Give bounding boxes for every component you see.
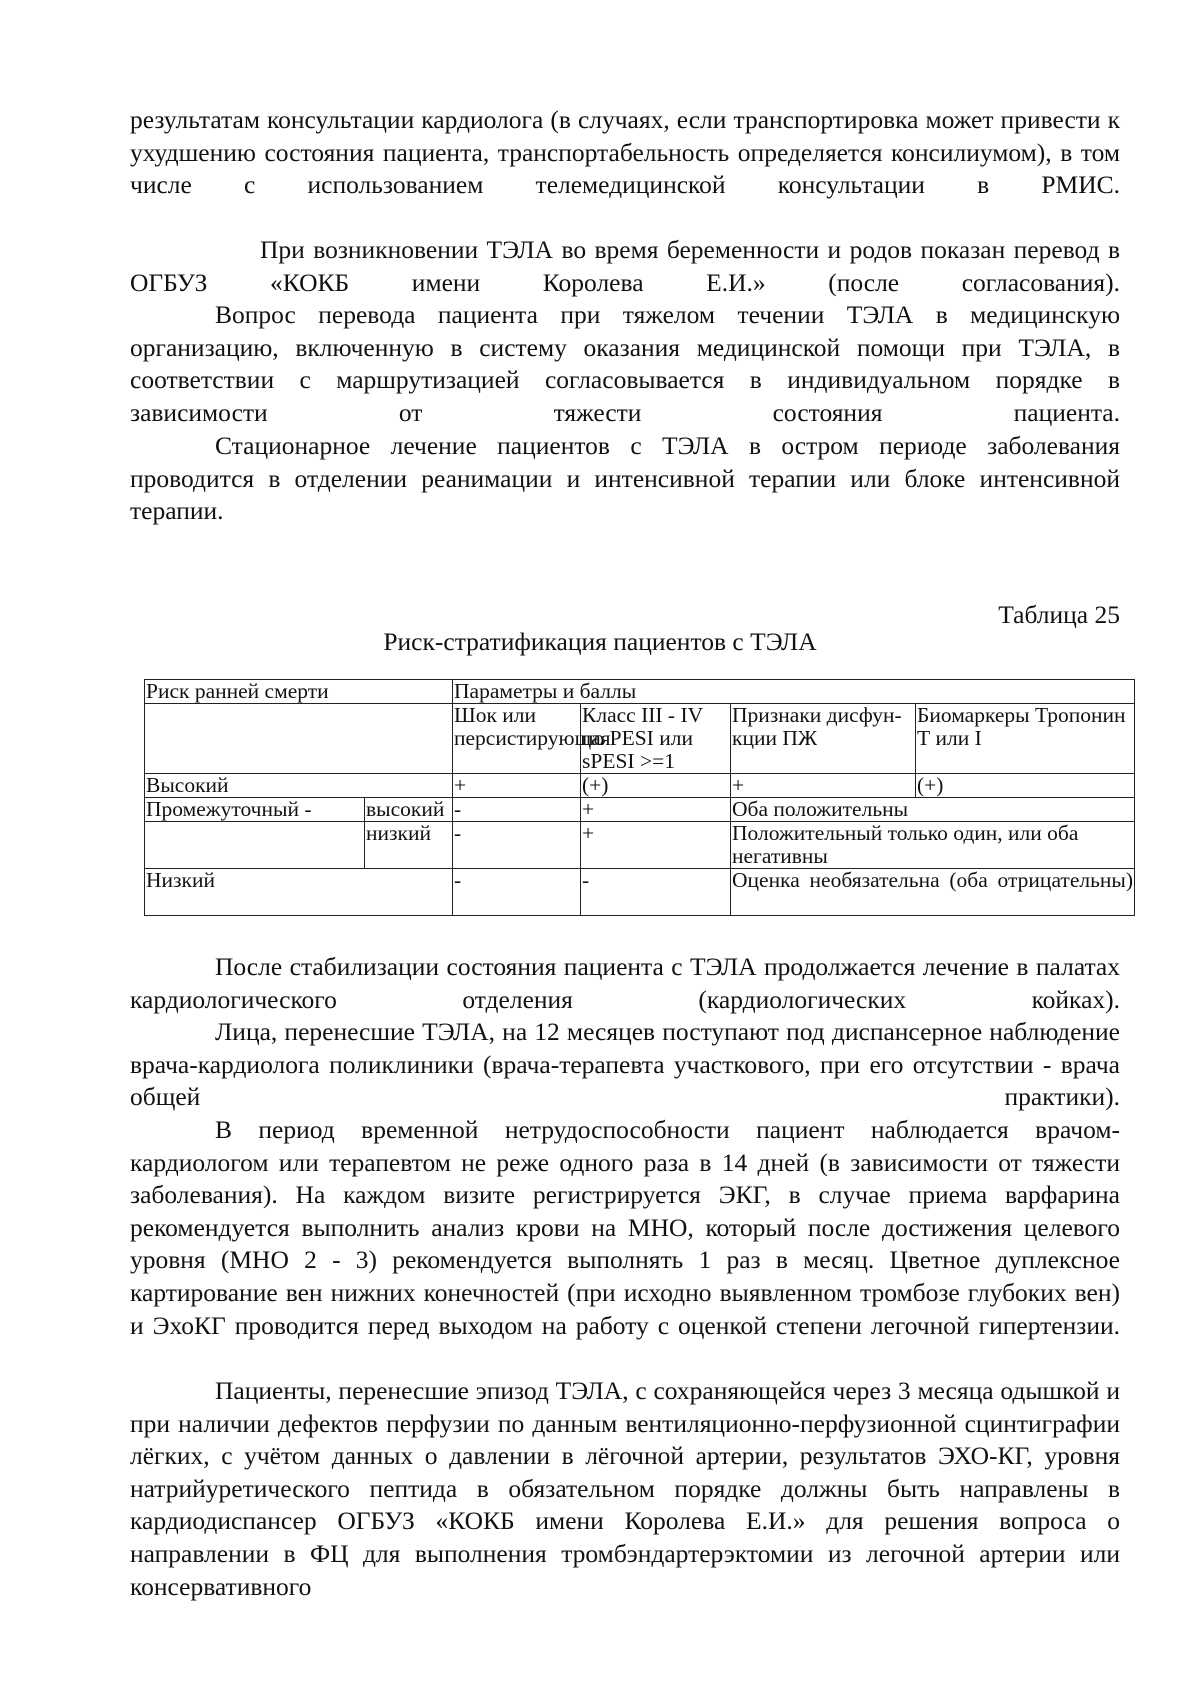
risk-label-intermediate: Промежуточный - bbox=[145, 798, 365, 822]
paragraph-stabilization: После стабилизации состояния пациента с ТЭЛА продолжается лечение в палатах кардиологического отделения (кардиологических койках). bbox=[130, 952, 1120, 1014]
table-cell: - bbox=[453, 822, 581, 869]
table-cell: + bbox=[453, 774, 581, 798]
table-cell: + bbox=[581, 798, 731, 822]
table-cell: - bbox=[453, 798, 581, 822]
table-row bbox=[145, 774, 1135, 798]
paragraph-consultation: результатам консультации кардиолога (в случаях, если транспортировка может привести к ухудшению состояния пациента, транспортабельность определяется консилиумом), в том числе с использованием телемедицинской консультации в РМИС. bbox=[130, 105, 1120, 200]
paragraph-transfer: Вопрос перевода пациента при тяжелом течении ТЭЛА в медицинскую организацию, включенную в систему оказания медицинской помощи при ТЭЛА, в соответствии с маршрутизацией согласовывается в индивидуальном порядке в зависимости от тяжести состояния пациента. bbox=[130, 300, 1120, 427]
table-cell: - bbox=[453, 869, 581, 916]
paragraph-dispensary: Лица, перенесшие ТЭЛА, на 12 месяцев поступают под диспансерное наблюдение врача-кардиолога поликлиники (врача-терапевта участкового, при его отсутствии - врача общей практики). bbox=[130, 1017, 1120, 1112]
table-cell: Положительный только один, или оба негативны bbox=[731, 822, 1135, 869]
table-cell bbox=[145, 822, 365, 869]
header-biomarkers: Биомаркеры Тропонин Т или I bbox=[916, 704, 1135, 774]
risk-stratification-table bbox=[144, 679, 1135, 916]
header-class: Класс III - IV по PESI или sPESI >=1 bbox=[581, 704, 731, 774]
header-signs: Признаки дисфун-кции ПЖ bbox=[731, 704, 916, 774]
table-cell: - bbox=[581, 869, 731, 916]
paragraph-disability: В период временной нетрудоспособности пациент наблюдается врачом-кардиологом или терапевтом не реже одного раза в 14 дней (в зависимости от тяжести заболевания). На каждом визите регистрируется ЭКГ, в случае приема варфарина рекомендуется выполнить анализ крови на МНО, который после достижения целевого уровня (МНО 2 - 3) рекомендуется выполнять 1 раз в месяц. Цветное дуплексное картирование вен нижних конечностей (при исходно выявленном тромбозе глубоких вен) и ЭхоКГ проводится перед выходом на работу с оценкой степени легочной гипертензии. bbox=[130, 1115, 1120, 1340]
table-row bbox=[145, 680, 1135, 704]
table-cell: + bbox=[731, 774, 916, 798]
risk-label-low: Низкий bbox=[145, 869, 453, 916]
table-title: Риск-стратификация пациентов с ТЭЛА bbox=[383, 627, 817, 656]
header-risk: Риск ранней смерти bbox=[145, 680, 453, 704]
table-row bbox=[145, 798, 1135, 822]
table-cell: (+) bbox=[581, 774, 731, 798]
header-shock: Шок или персистирующая bbox=[453, 704, 581, 774]
table-row bbox=[145, 822, 1135, 869]
table-cell bbox=[145, 704, 453, 774]
paragraph-pregnancy: При возникновении ТЭЛА во время беременности и родов показан перевод в ОГБУЗ «КОКБ имени Королева Е.И.» (после согласования). bbox=[130, 235, 1120, 297]
risk-sublabel-high: высокий bbox=[365, 798, 453, 822]
risk-sublabel-low: низкий bbox=[365, 822, 453, 869]
paragraph-inpatient: Стационарное лечение пациентов с ТЭЛА в остром периоде заболевания проводится в отделении реанимации и интенсивной терапии или блоке интенсивной терапии. bbox=[130, 431, 1120, 526]
paragraph-referral: Пациенты, перенесшие эпизод ТЭЛА, с сохраняющейся через 3 месяца одышкой и при наличии дефектов перфузии по данным вентиляционно-перфузионной сцинтиграфии лёгких, с учётом данных о давлении в лёгочной артерии, результатов ЭХО-КГ, уровня натрийуретического пептида в обязательном порядке должны быть направлены в кардиодиспансер ОГБУЗ «КОКБ имени Королева Е.И.» для решения вопроса о направлении в ФЦ для выполнения тромбэндартерэктомии из легочной артерии или консервативного bbox=[130, 1376, 1120, 1601]
table-cell: Оба положительны bbox=[731, 798, 1135, 822]
table-row bbox=[145, 869, 1135, 916]
table-cell: + bbox=[581, 822, 731, 869]
risk-label-high: Высокий bbox=[145, 774, 453, 798]
header-params: Параметры и баллы bbox=[453, 680, 1135, 704]
table-number: Таблица 25 bbox=[998, 600, 1120, 629]
table-cell: (+) bbox=[916, 774, 1135, 798]
table-row bbox=[145, 704, 1135, 774]
table-cell: Оценка необязательна (оба отрицательны) bbox=[731, 869, 1135, 916]
